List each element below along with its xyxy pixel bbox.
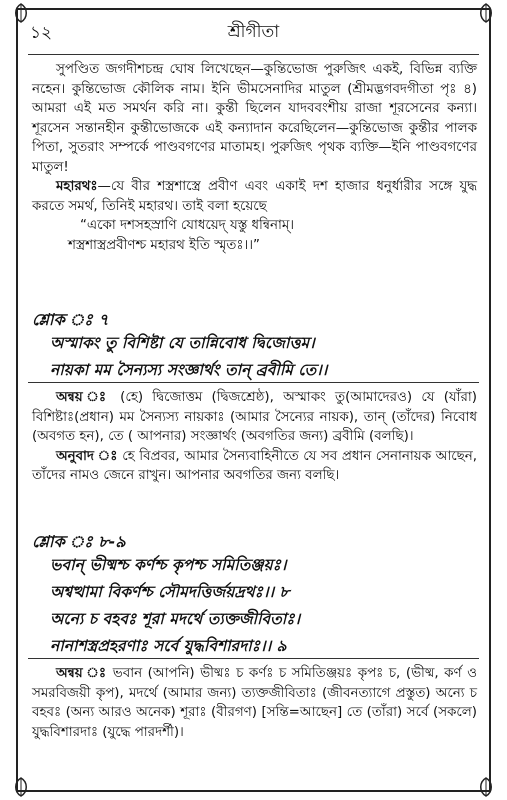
anvaya-7-term: অন্বয় ঃ: [56, 390, 111, 405]
sloka-7-line-1: অস্মাকং তু বিশিষ্টা যে তান্নিবোধ দ্বিজোত্তম।: [50, 333, 315, 352]
sloka-7-block: [32, 310, 477, 384]
anvaya-7-block: [32, 388, 477, 486]
anvaya-8-9-term: অন্বয় ঃ: [56, 666, 108, 681]
quote-line-2: শস্ত্রশাস্ত্রপ্রবীণশ্চ মহারথ ইতি স্মৃতঃ।।”: [68, 237, 260, 253]
sloka-8-9-line-2: অশ্বত্থামা বিকর্ণশ্চ সৌমদত্তির্জয়দ্রথঃ।। ৮: [50, 582, 290, 601]
sloka-8-9-block: [32, 532, 477, 660]
page-header: [18, 10, 489, 54]
sloka-8-9-line-3: অন্যে চ বহবঃ শূরা মদর্থে ত্যক্তজীবিতাঃ।: [50, 609, 301, 628]
anvaya-8-9-paragraph: [32, 664, 477, 742]
header-divider: [28, 54, 479, 55]
anubad-7-text: হে বিপ্রবর, আমার সৈন্যবাহিনীতে যে সব প্রধান সেনানায়ক আছেন, তাঁদের নামও জেনে রাখুন। আপনার অবগতির জন্য বলছি।: [32, 448, 477, 483]
quote-line-1: “একো দশসহস্রাণি যোধয়েদ্ যস্তু ধন্বিনাম্।: [80, 218, 295, 233]
anubad-7-term: অনুবাদ ঃ: [56, 448, 118, 464]
commentary-section: [32, 60, 477, 255]
anvaya-7-text: (হে) দ্বিজোত্তম (দ্বিজশ্রেষ্ঠ), অস্মাকং তু(আমাদেরও) যে (যাঁরা) বিশিষ্টাঃ(প্রধান) মম সৈন্যস্য নায়কাঃ (আমার সৈন্যের নায়ক), তান্ (তাঁদের) নিবোধ (অবগত হন), তে ( আপনার) সংজ্ঞার্থং (অবগতির জন্য) ব্রবীমি (বলছি)।: [32, 390, 477, 444]
sloka-8-9-line-1: ভবান্ ভীষ্মশ্চ কর্ণশ্চ কৃপশ্চ সমিতিঞ্জয়ঃ।: [50, 555, 287, 574]
leaf-ornament-icon: [475, 776, 497, 798]
sloka-8-9-label: শ্লোক ঃ ৮-৯: [32, 532, 126, 551]
sloka-7-label: শ্লোক ঃ ৭: [32, 310, 109, 329]
anubad-7-paragraph: [32, 447, 477, 486]
running-title: শ্রীগীতা: [227, 22, 280, 42]
sloka-8-9-line-4: নানাশস্ত্রপ্রহরণাঃ সর্বে যুদ্ধবিশারদাঃ।। ৯: [50, 636, 287, 655]
maharatha-term: মহারথঃ: [56, 179, 98, 194]
section-divider: [28, 658, 479, 659]
commentary-paragraph: সুপণ্ডিত জগদীশচন্দ্র ঘোষ লিখেছেন—কুন্তিভোজ পুরুজিৎ একই, বিভিন্ন ব্যক্তি নহেন। কুন্তিভোজ কৌলিক নাম। ইনি ভীমসেনাদির মাতুল (শ্রীমদ্ভগবদগীতা পৃঃ ৪) আমরা এই মত সমর্থন করি না। কুন্তী ছিলেন যাদববংশীয় রাজা শূরসেনের কন্যা। শূরসেন সন্তানহীন কুন্তীভোজকে এই কন্যাদান করেছিলেন—কুন্তিভোজ কুন্তীর পালক পিতা, সুতরাং সম্পর্কে পাণ্ডবগণের মাতামহ। পুরুজিৎ পৃথক ব্যক্তি—ইনি পাণ্ডবগণের মাতুল!: [32, 62, 477, 175]
maharatha-text: —যে বীর শস্ত্রশাস্ত্রে প্রবীণ এবং একাই দশ হাজার ধনুর্ধারীর সঙ্গে যুদ্ধ করতে সমর্থ, তিনিই মহারথ। তাই বলা হয়েছে: [32, 179, 477, 214]
maharatha-paragraph: [32, 177, 477, 216]
section-divider: [28, 382, 479, 383]
page-border: [16, 8, 491, 792]
anvaya-7-paragraph: [32, 388, 477, 447]
anvaya-8-9-block: [32, 664, 477, 742]
page-number: ১২: [30, 23, 53, 43]
leaf-ornament-icon: [10, 776, 32, 798]
sloka-7-line-2: নায়কা মম সৈন্যস্য সংজ্ঞার্থং তান্ ব্রবীমি তে।।: [50, 360, 328, 379]
anvaya-8-9-text: ভবান (আপনি) ভীষ্মঃ চ কর্ণঃ চ সমিতিঞ্জয়ঃ কৃপঃ চ, (ভীষ্ম, কর্ণ ও সমরবিজয়ী কৃপ), মদর্থে (আমার জন্য) ত্যক্তজীবিতাঃ (জীবনত্যাগে প্রস্তুত) অন্যে চ বহবঃ (অন্য আরও অনেক) শূরাঃ (বীরগণ) [সন্তি=আছেন] তে (তাঁরা) সর্বে (সকলে) যুদ্ধবিশারদাঃ (যুদ্ধে পারদর্শী)।: [32, 666, 477, 740]
